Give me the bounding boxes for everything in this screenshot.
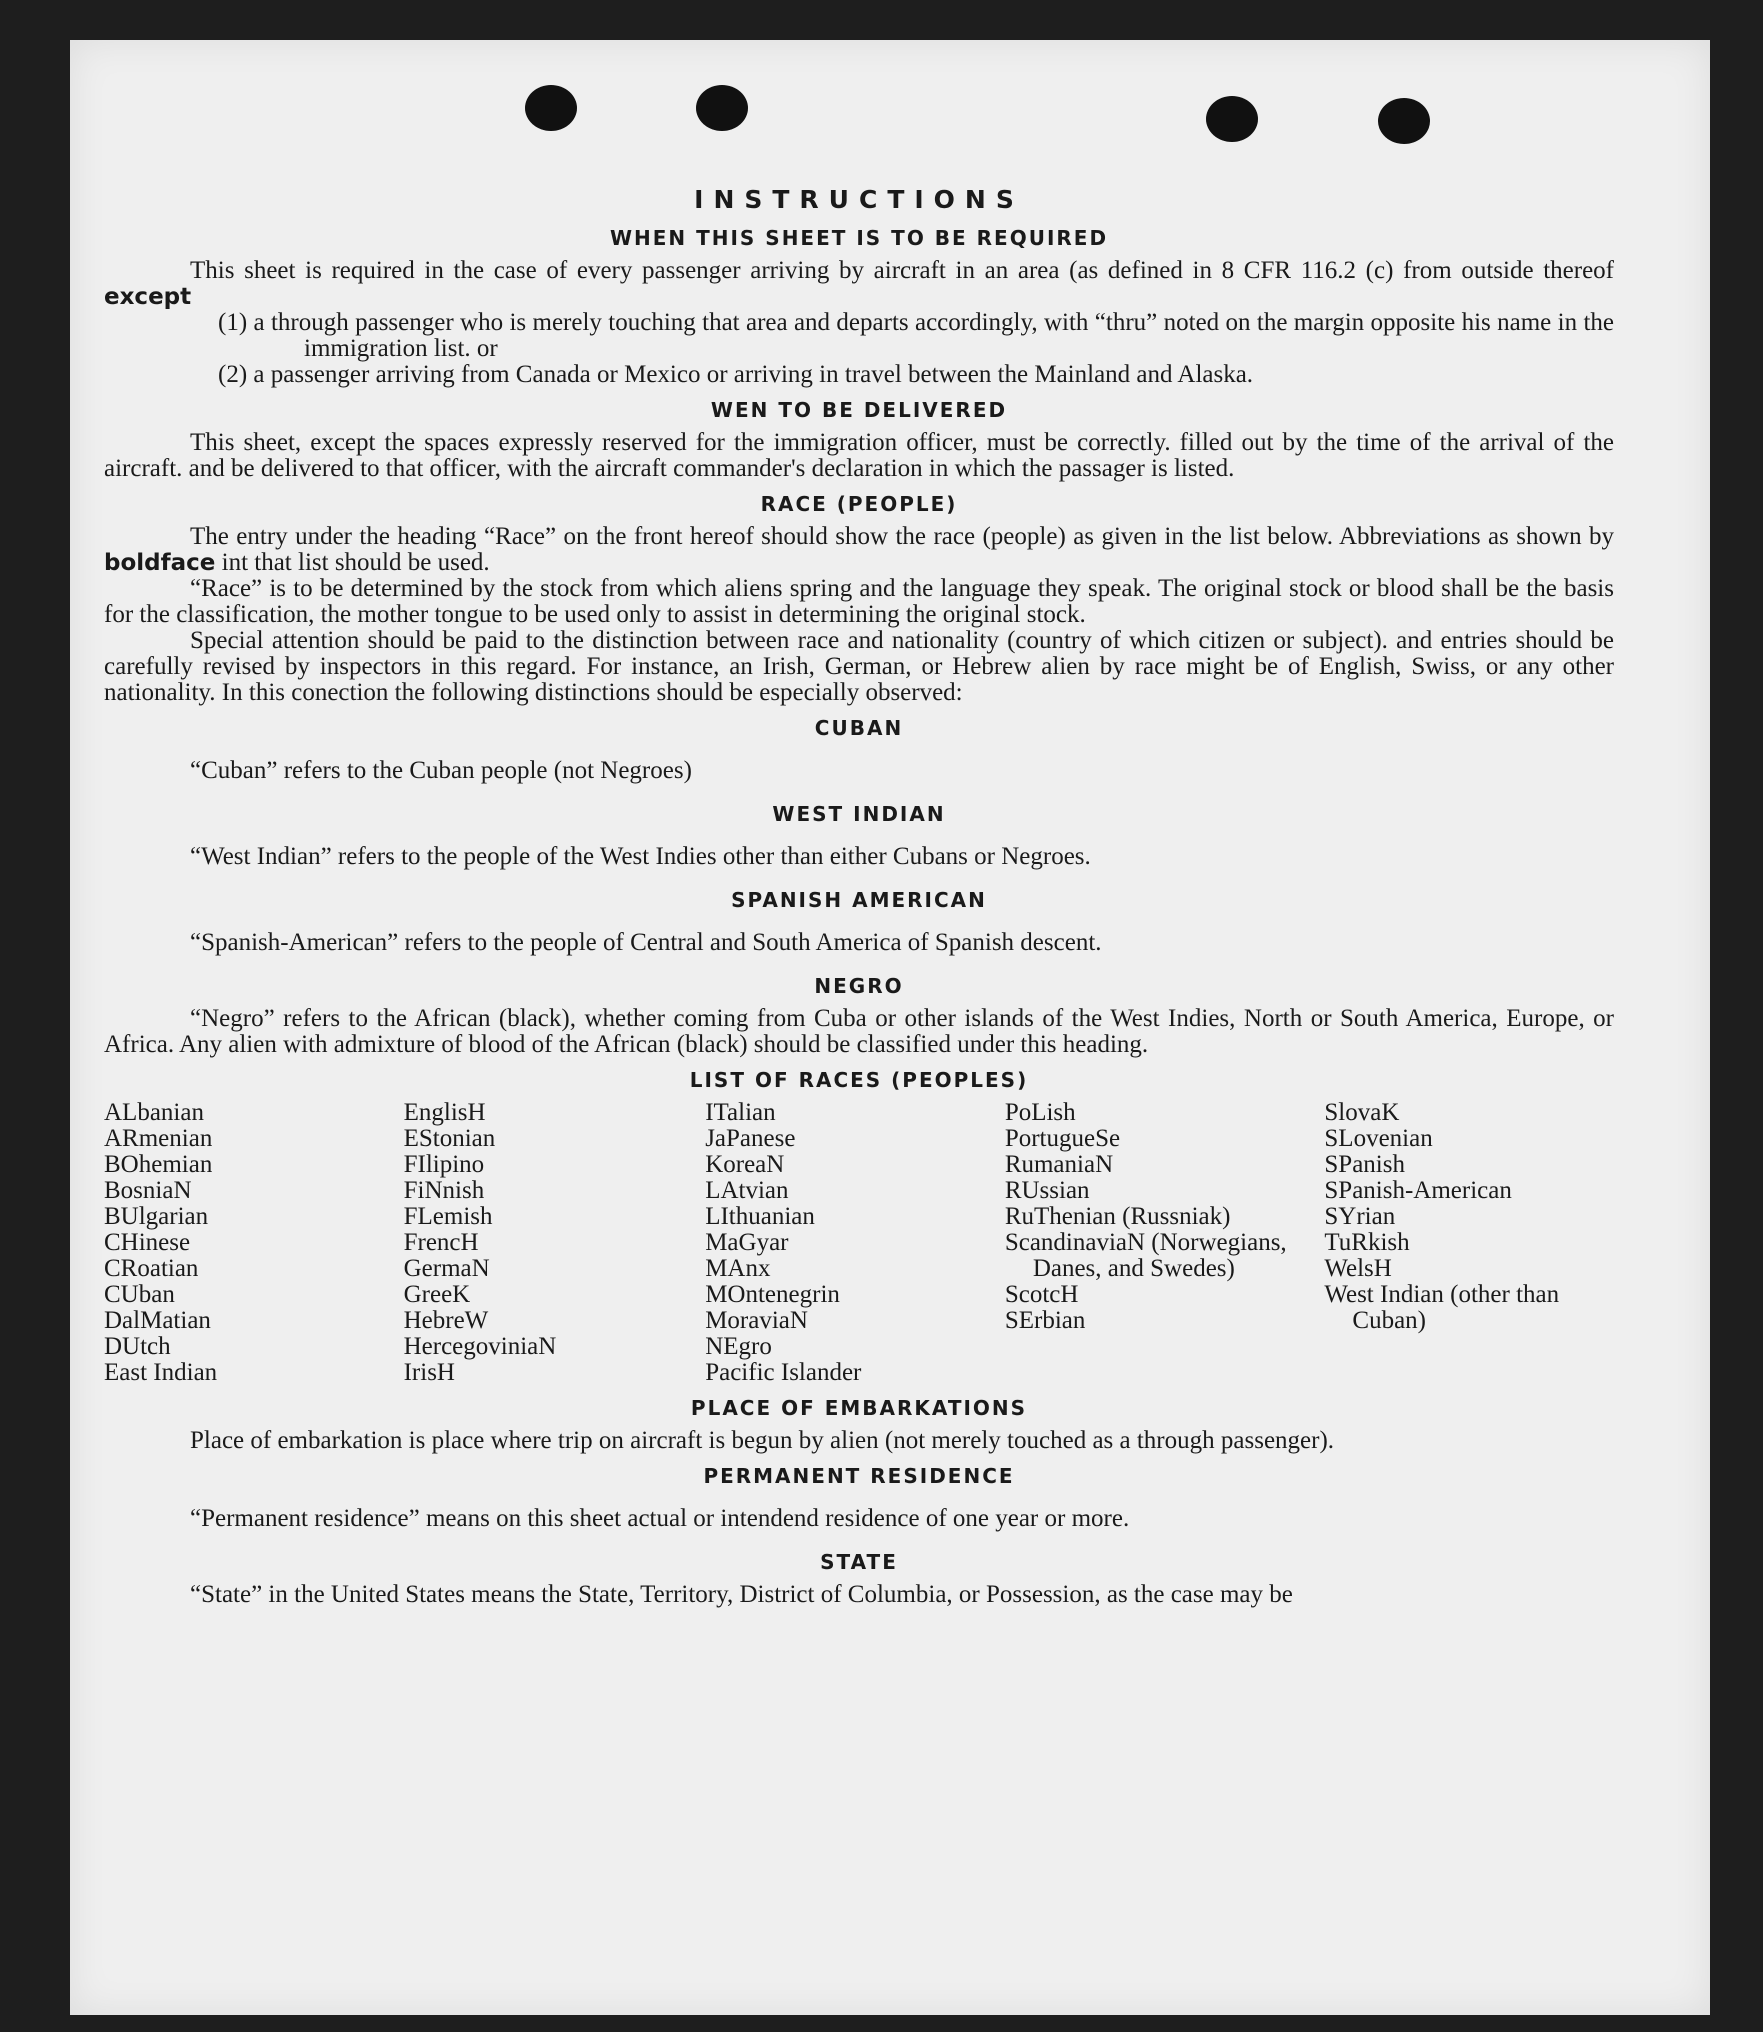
race-list-item: RumaniaN	[1004, 1151, 1114, 1178]
race-list-item: MOntenegrin	[705, 1281, 840, 1308]
race-list-item: SPanish	[1324, 1151, 1405, 1178]
paragraph: “State” in the United States means the State, Territory, District of Columbia, or Possession, as the case may be	[190, 1581, 1293, 1608]
race-list-item: Pacific Islander	[705, 1359, 862, 1386]
race-list-item: PortugueSe	[1004, 1125, 1121, 1152]
paragraph: Special attention should be paid to the distinction between race and nationality (country of which citizen or subject). and entries should be carefully revised by inspectors in this regard. For instance, an Irish, German, or Hebrew alien by race might be of English, Swiss, or any other nationality. In this conection the following distinctions should be especially observed:	[104, 627, 1614, 706]
paragraph-text: int that list should be used.	[215, 549, 490, 576]
race-list-item: BOhemian	[104, 1151, 213, 1178]
list-item: (2) a passenger arriving from Canada or Mexico or arriving in travel between the Mainland and Alaska.	[218, 361, 1254, 388]
race-list-item: SErbian	[1004, 1307, 1086, 1334]
race-list	[104, 1100, 1614, 1386]
race-list-item: BosniaN	[104, 1177, 192, 1204]
section-heading: RACE (PEOPLE)	[760, 492, 958, 516]
section-heading: SPANISH AMERICAN	[731, 888, 987, 912]
paragraph	[104, 524, 1614, 576]
race-list-item: ARmenian	[104, 1125, 213, 1152]
section-heading: WEST INDIAN	[772, 802, 946, 826]
bold-text: except	[104, 284, 192, 310]
race-list-item: MoraviaN	[705, 1307, 808, 1334]
paragraph	[104, 258, 1614, 310]
race-list-item: WelsH	[1324, 1255, 1392, 1282]
bold-text: boldface	[104, 550, 216, 576]
paragraph-text: This sheet is required in the case of every passenger arriving by aircraft in an area (as defined in 8 CFR 116.2 (c) from outside thereof	[190, 257, 1614, 284]
list-item: (1) a through passenger who is merely touching that area and departs accordingly, with “thru” noted on the margin opposite his name in the immigration list. or	[218, 309, 1614, 362]
section-heading: PERMANENT RESIDENCE	[703, 1464, 1015, 1488]
punch-hole	[1378, 98, 1430, 144]
race-list-item: SlovaK	[1324, 1099, 1400, 1126]
race-list-item: ITalian	[705, 1099, 776, 1126]
section-heading: WEN TO BE DELIVERED	[710, 398, 1008, 422]
race-list-item: DalMatian	[104, 1307, 211, 1334]
section-heading: LIST OF RACES (PEOPLES)	[689, 1068, 1029, 1092]
paragraph: “Permanent residence” means on this sheet actual or intendend residence of one year or more.	[190, 1505, 1130, 1532]
race-list-item: GermaN	[403, 1255, 490, 1282]
race-list-item: West Indian (other than Cuban)	[1324, 1281, 1560, 1334]
race-list-item: FrencH	[403, 1229, 479, 1256]
paragraph: “Negro” refers to the African (black), whether coming from Cuba or other islands of the West Indies, North or South America, Europe, or Africa. Any alien with admixture of blood of the African (black) should be classified under this heading.	[104, 1005, 1614, 1058]
paragraph: “Cuban” refers to the Cuban people (not Negroes)	[190, 757, 692, 784]
race-list-item: IrisH	[403, 1359, 455, 1386]
page-title: INSTRUCTIONS	[694, 185, 1024, 214]
race-list-item: MAnx	[705, 1255, 771, 1282]
paragraph-text: The entry under the heading “Race” on the front hereof should show the race (people) as given in the list below. Abbreviations as shown by	[190, 523, 1614, 550]
paragraph: “Race” is to be determined by the stock from which aliens spring and the language they speak. The original stock or blood shall be the basis for the classification, the mother tongue to be used only to assist in determining the original stock.	[104, 575, 1614, 628]
paragraph: “Spanish-American” refers to the people of Central and South America of Spanish descent.	[190, 929, 1102, 956]
section-heading: STATE	[820, 1550, 898, 1574]
race-list-item: HebreW	[403, 1307, 489, 1334]
race-list-item: SPanish-American	[1324, 1177, 1512, 1204]
race-list-item: EStonian	[403, 1125, 496, 1152]
document-content	[104, 185, 1614, 1608]
race-list-item: KoreaN	[705, 1151, 785, 1178]
race-list-item: ScandinaviaN (Norwegians, Danes, and Swedes)	[1004, 1229, 1287, 1282]
race-list-item: RuThenian (Russniak)	[1004, 1203, 1231, 1230]
section-heading: WHEN THIS SHEET IS TO BE REQUIRED	[609, 226, 1109, 250]
race-list-item: CRoatian	[104, 1255, 199, 1282]
race-list-item: FLemish	[403, 1203, 493, 1230]
race-list-item: East Indian	[104, 1359, 218, 1386]
race-list-item: TuRkish	[1324, 1229, 1410, 1256]
race-column	[1324, 1100, 1614, 1386]
race-list-item: SLovenian	[1324, 1125, 1433, 1152]
race-column	[404, 1100, 706, 1386]
section-heading: NEGRO	[814, 974, 904, 998]
race-list-item: FIlipino	[403, 1151, 485, 1178]
race-list-item: JaPanese	[705, 1125, 796, 1152]
race-column	[1005, 1100, 1325, 1386]
punch-hole	[696, 85, 748, 131]
race-list-item: FiNnish	[403, 1177, 485, 1204]
document-sheet	[70, 40, 1710, 2015]
race-list-item: ScotcH	[1004, 1281, 1079, 1308]
race-list-item: DUtch	[104, 1333, 171, 1360]
race-list-item: BUlgarian	[104, 1203, 209, 1230]
race-list-item: NEgro	[705, 1333, 772, 1360]
race-list-item: CHinese	[104, 1229, 191, 1256]
race-list-item: RUssian	[1004, 1177, 1090, 1204]
race-list-item: CUban	[104, 1281, 175, 1308]
section-heading: CUBAN	[814, 716, 904, 740]
punch-hole	[1206, 96, 1258, 142]
paragraph: This sheet, except the spaces expressly reserved for the immigration officer, must be correctly. filled out by the time of the arrival of the aircraft. and be delivered to that officer, with the aircraft commander's declaration in which the passager is listed.	[104, 429, 1614, 482]
race-column	[104, 1100, 404, 1386]
race-list-item: SYrian	[1324, 1203, 1396, 1230]
section-heading: PLACE OF EMBARKATIONS	[690, 1396, 1028, 1420]
race-list-item: PoLish	[1004, 1099, 1076, 1126]
race-list-item: HercegoviniaN	[403, 1333, 557, 1360]
punch-hole	[525, 85, 577, 131]
race-list-item: MaGyar	[705, 1229, 789, 1256]
race-list-item: LAtvian	[705, 1177, 789, 1204]
race-list-item: ALbanian	[104, 1099, 204, 1126]
race-column	[705, 1100, 1005, 1386]
paragraph: Place of embarkation is place where trip on aircraft is begun by alien (not merely touched as a through passenger).	[190, 1427, 1335, 1454]
race-list-item: LIthuanian	[705, 1203, 815, 1230]
race-list-item: GreeK	[403, 1281, 471, 1308]
race-list-item: EnglisH	[403, 1099, 486, 1126]
paragraph: “West Indian” refers to the people of the West Indies other than either Cubans or Negroes.	[190, 843, 1091, 870]
